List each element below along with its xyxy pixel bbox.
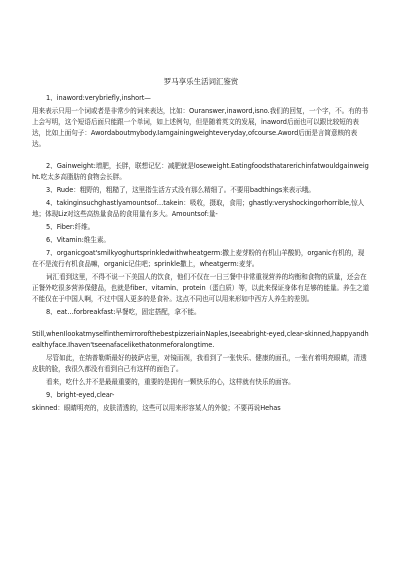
paragraph-13: 看来，吃什么并不是最最重要的，重要的是拥有一颗快乐的心，这样就有快乐的面容。 bbox=[46, 378, 295, 386]
paragraph-10: 8、eat…forbreakfast:早餐吃，固定搭配，拿不能。 bbox=[46, 308, 201, 316]
paragraph-14: 9、bright-eyed,clear- bbox=[46, 391, 115, 399]
paragraph-2: 用来表示只用一个词或者是非常少的词来表达，比如：Ouranswer,inaword,isno.我们的回复，一个字，不。有的书上会写明，这个短语后面只能跟一个单词，如上述例句，但是随着英文的发展，inaword后面也可以跟比较短的表达，比如上面句子：Awordaboutmybody.Iamgainingweighteveryday,ofcourse.Aword后面是言简意赅的表达。 bbox=[32, 107, 368, 148]
paragraph-6: 5、Fiber:纤维。 bbox=[46, 223, 95, 231]
paragraph-5: 4、takinginsuchghastlyamountsof…takein：吸收，摄取，食用；ghastly:veryshockingorhorrible,惊人地；体现Liz对这些高热量食品的食用量有多大。Amountsof:量- bbox=[32, 199, 365, 218]
paragraph-3: 2、Gainweight:增肥，长胖，联想记忆：减肥就是loseweight.Eatingfoodsthatarerichinfatwouldgainweight.吃太多高脂肪的食物会长胖。 bbox=[32, 162, 369, 181]
paragraph-9: 词汇看到这里，不得不说一下美国人的饮食，他们不仅在一日三餐中非常重视营养的均衡和食物的质量，还会在正餐外吃很多营养保健品，也就是fiber、vitamin、protein（蛋白质）等，以此来保证身体有足够的能量。养生之道不能仅在于中国人啊，不过中国人更多的是食补。这点不同也可以用来形如中西方人养生的差别。 bbox=[32, 273, 370, 303]
paragraph-15: skinned：眼睛明亮的，皮肤清透的，这些可以用来形容某人的外貌；不要再说Hehas bbox=[32, 404, 281, 412]
paragraph-4: 3、Rude：粗野的，粗糙了，这里指生活方式没有那么精细了。不要用badthings来表示哦。 bbox=[46, 186, 315, 194]
document-title: 罗马享乐生活词汇鉴赏 bbox=[163, 77, 239, 86]
paragraph-12: 尽管如此，在纳普勒斯最好的披萨店里，对镜而视，我看到了一张快乐、健康的面孔，一张有着明亮眼睛，清透皮肤的脸，我很久都没有看到自己有这样的面色了。 bbox=[32, 354, 367, 373]
paragraph-7: 6、Vitamin:维生素。 bbox=[46, 236, 110, 244]
paragraph-8: 7、organicgoat'smilkyoghurtsprinkledwithwheatgerm:撒上麦芽粉的有机山羊酸奶，organic有机的，现在不是流行有机食品嘛，organic记住吧；sprinkle撒上，wheatgerm:麦芽。 bbox=[32, 249, 365, 268]
paragraph-11: Still,whenIlookatmyselfinthemirrorofthebestpizzeriainNaples,Iseeabright-eyed,clear-skinned,happyandhealthyface.Ihaven'tseenafacelikethatonmeforalongtime. bbox=[32, 330, 369, 349]
paragraph-1: 1、inaword:verybriefly,inshort— bbox=[46, 94, 151, 102]
document-body bbox=[32, 76, 370, 416]
